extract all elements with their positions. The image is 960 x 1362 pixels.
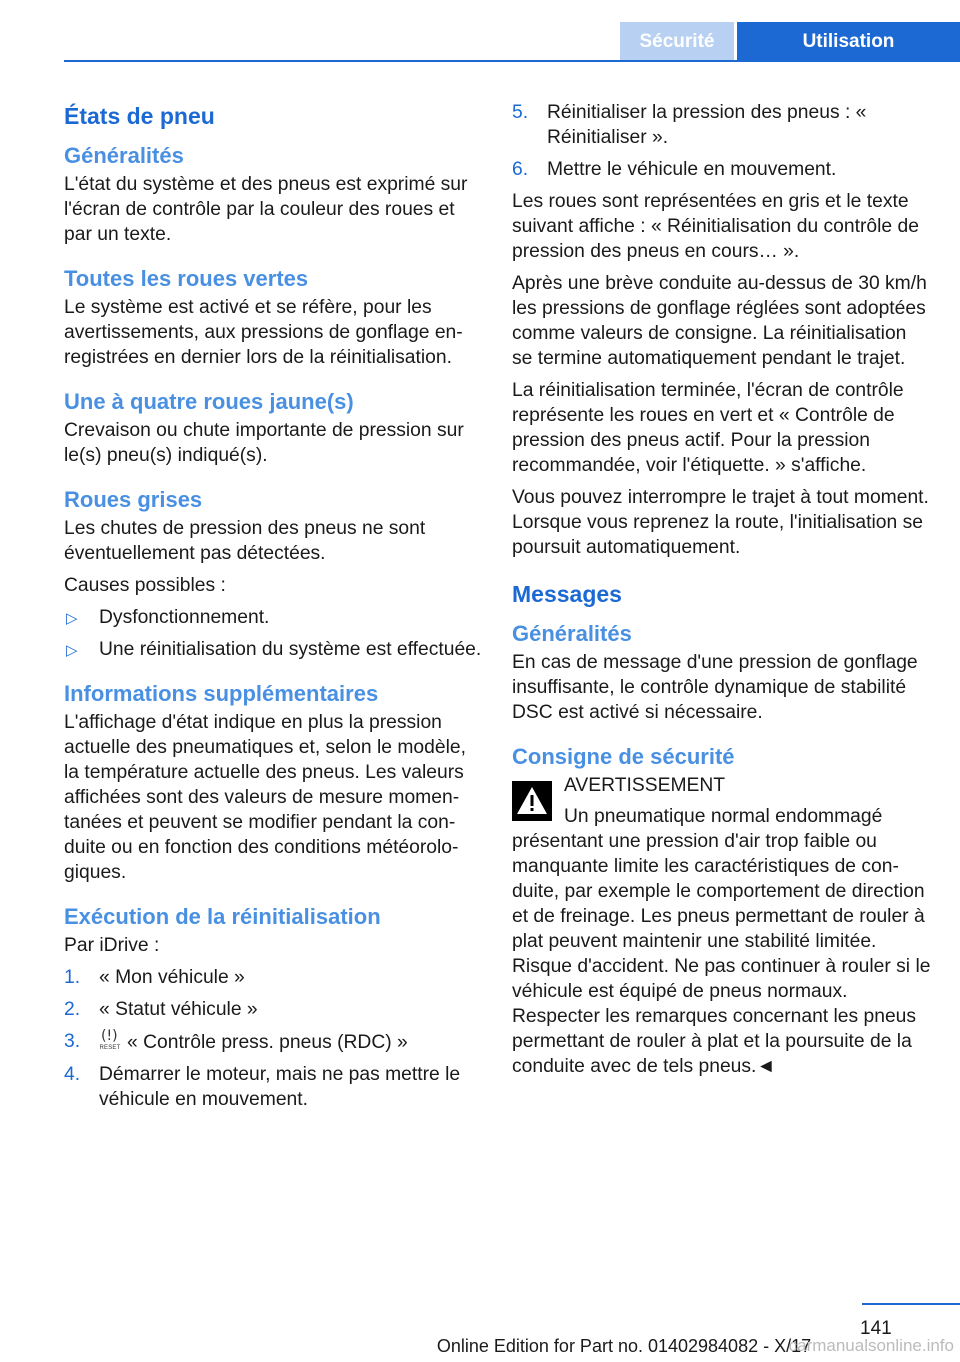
section-title-etats-de-pneu: États de pneu — [64, 103, 215, 129]
page-number: 141 — [860, 1318, 892, 1339]
header-divider — [64, 60, 960, 62]
tire-pressure-reset-icon: (!) RESET — [99, 1028, 121, 1051]
heading-execution: Exécution de la réinitialisation — [64, 904, 381, 929]
paragraph-roues-vertes: Le système est activé et se réfère, pour les avertissements, aux pressions de gonflage enregistrées en dernier lors de la réinitialisation. — [64, 297, 463, 368]
list-item: 6. Mettre le véhicule en mouvement. — [512, 159, 837, 180]
paragraph-roues-jaunes: Crevaison ou chute importante de pression sur le(s) pneu(s) indiqué(s). — [64, 420, 464, 466]
tab-securite[interactable]: Sécurité — [620, 22, 734, 62]
footer-divider — [862, 1303, 960, 1305]
right-column — [512, 100, 932, 1086]
triangle-bullet-icon: ▷ — [66, 610, 78, 627]
paragraph-roues-grises: Les chutes de pression des pneus ne sont éventuellement pas détectées. — [64, 518, 426, 564]
list-item: 3. (!) RESET « Contrôle press. pneus (RDC) » — [64, 1028, 408, 1053]
paragraph-generalites-messages: En cas de message d'une pression de gonflage insuffisante, le contrôle dynamique de stabilité DSC est activé si nécessaire. — [512, 652, 918, 723]
paragraph-roues-grises-texte: Les roues sont représentées en gris et le texte suivant affiche : « Réinitialisation du contrôle de pression des pneus en cours… ». — [512, 191, 919, 262]
paragraph-reinitialisation-terminee: La réinitialisation terminée, l'écran de contrôle représente les roues en vert et « Contrôle de pression des pneus actif. Pour la pression recommandée, voir l'étiquette. » s'affiche. — [512, 380, 904, 476]
steps-list-left — [64, 965, 482, 1112]
list-item: 1. « Mon véhicule » — [64, 967, 245, 988]
warning-title: AVERTISSEMENT — [564, 775, 726, 796]
paragraph-interrompre: Vous pouvez interrompre le trajet à tout moment. Lorsque vous reprenez la route, l'initialisation se poursuit automatiquement. — [512, 487, 929, 558]
warning-block — [512, 773, 932, 1079]
page-header — [0, 0, 960, 62]
paragraph-generalites: L'état du système et des pneus est exprimé sur l'écran de contrôle par la couleur des roues et par un texte. — [64, 174, 468, 245]
footer — [0, 1336, 960, 1357]
paragraph-idrive: Par iDrive : — [64, 935, 160, 956]
tab-utilisation[interactable]: Utilisation — [737, 22, 960, 62]
section-title-messages: Messages — [512, 581, 622, 607]
warning-first-line: Un pneumatique normal endommagé — [564, 806, 883, 827]
edition-text: Online Edition for Part no. 01402984082 - X/17 — [436, 1336, 812, 1356]
heading-generalites: Généralités — [64, 143, 184, 168]
paragraph-informations: L'affichage d'état indique en plus la pression actuelle des pneumatiques et, selon le modèle, la température actuelle des pneus. Les valeurs affichées sont des valeurs de mesure momentanées et peuvent se modifier pendant la conduite ou en fonction des conditions météorologiques. — [64, 712, 466, 883]
heading-roues-grises: Roues grises — [64, 487, 203, 512]
warning-body: présentant une pression d'air trop faible ou manquante limite les caractéristiques de conduite, par exemple le comportement de direction et de freinage. Les pneus permettant de rouler à plat peuvent maintenir une stabilité limitée. Risque d'accident. Ne pas continuer à rouler si le véhicule est équipé de pneus normaux. Respecter les remarques concernant les pneus permettant de rouler à plat et la poursuite de la conduite avec de tels pneus.◄ — [512, 831, 931, 1077]
warning-triangle-icon — [512, 781, 552, 821]
paragraph-causes: Causes possibles : — [64, 575, 226, 596]
list-item: 2. « Statut véhicule » — [64, 999, 258, 1020]
heading-roues-vertes: Toutes les roues vertes — [64, 266, 309, 291]
steps-list-right — [512, 100, 932, 182]
heading-informations: Informations supplémentaires — [64, 681, 379, 706]
heading-generalites-messages: Généralités — [512, 621, 632, 646]
list-item: 5. Réinitialiser la pression des pneus : « Réinitialiser ». — [512, 102, 867, 148]
heading-consigne-securite: Consigne de sécurité — [512, 744, 735, 769]
list-item: 4. Démarrer le moteur, mais ne pas mettre le véhicule en mouvement. — [64, 1064, 461, 1110]
watermark: carmanualsonline.info — [788, 1336, 954, 1355]
heading-roues-jaunes: Une à quatre roues jaune(s) — [64, 389, 354, 414]
triangle-bullet-icon: ▷ — [66, 642, 78, 659]
list-item: ▷ Dysfonctionnement. — [64, 605, 482, 630]
causes-list — [64, 605, 482, 662]
paragraph-apres-conduite: Après une brève conduite au-dessus de 30 km/h les pressions de gonflage réglées sont adoptées comme valeurs de consigne. La réinitialisation se termine automatiquement pendant le trajet. — [512, 273, 927, 369]
list-item: ▷ Une réinitialisation du système est effectuée. — [64, 637, 482, 662]
left-column — [64, 100, 482, 1119]
